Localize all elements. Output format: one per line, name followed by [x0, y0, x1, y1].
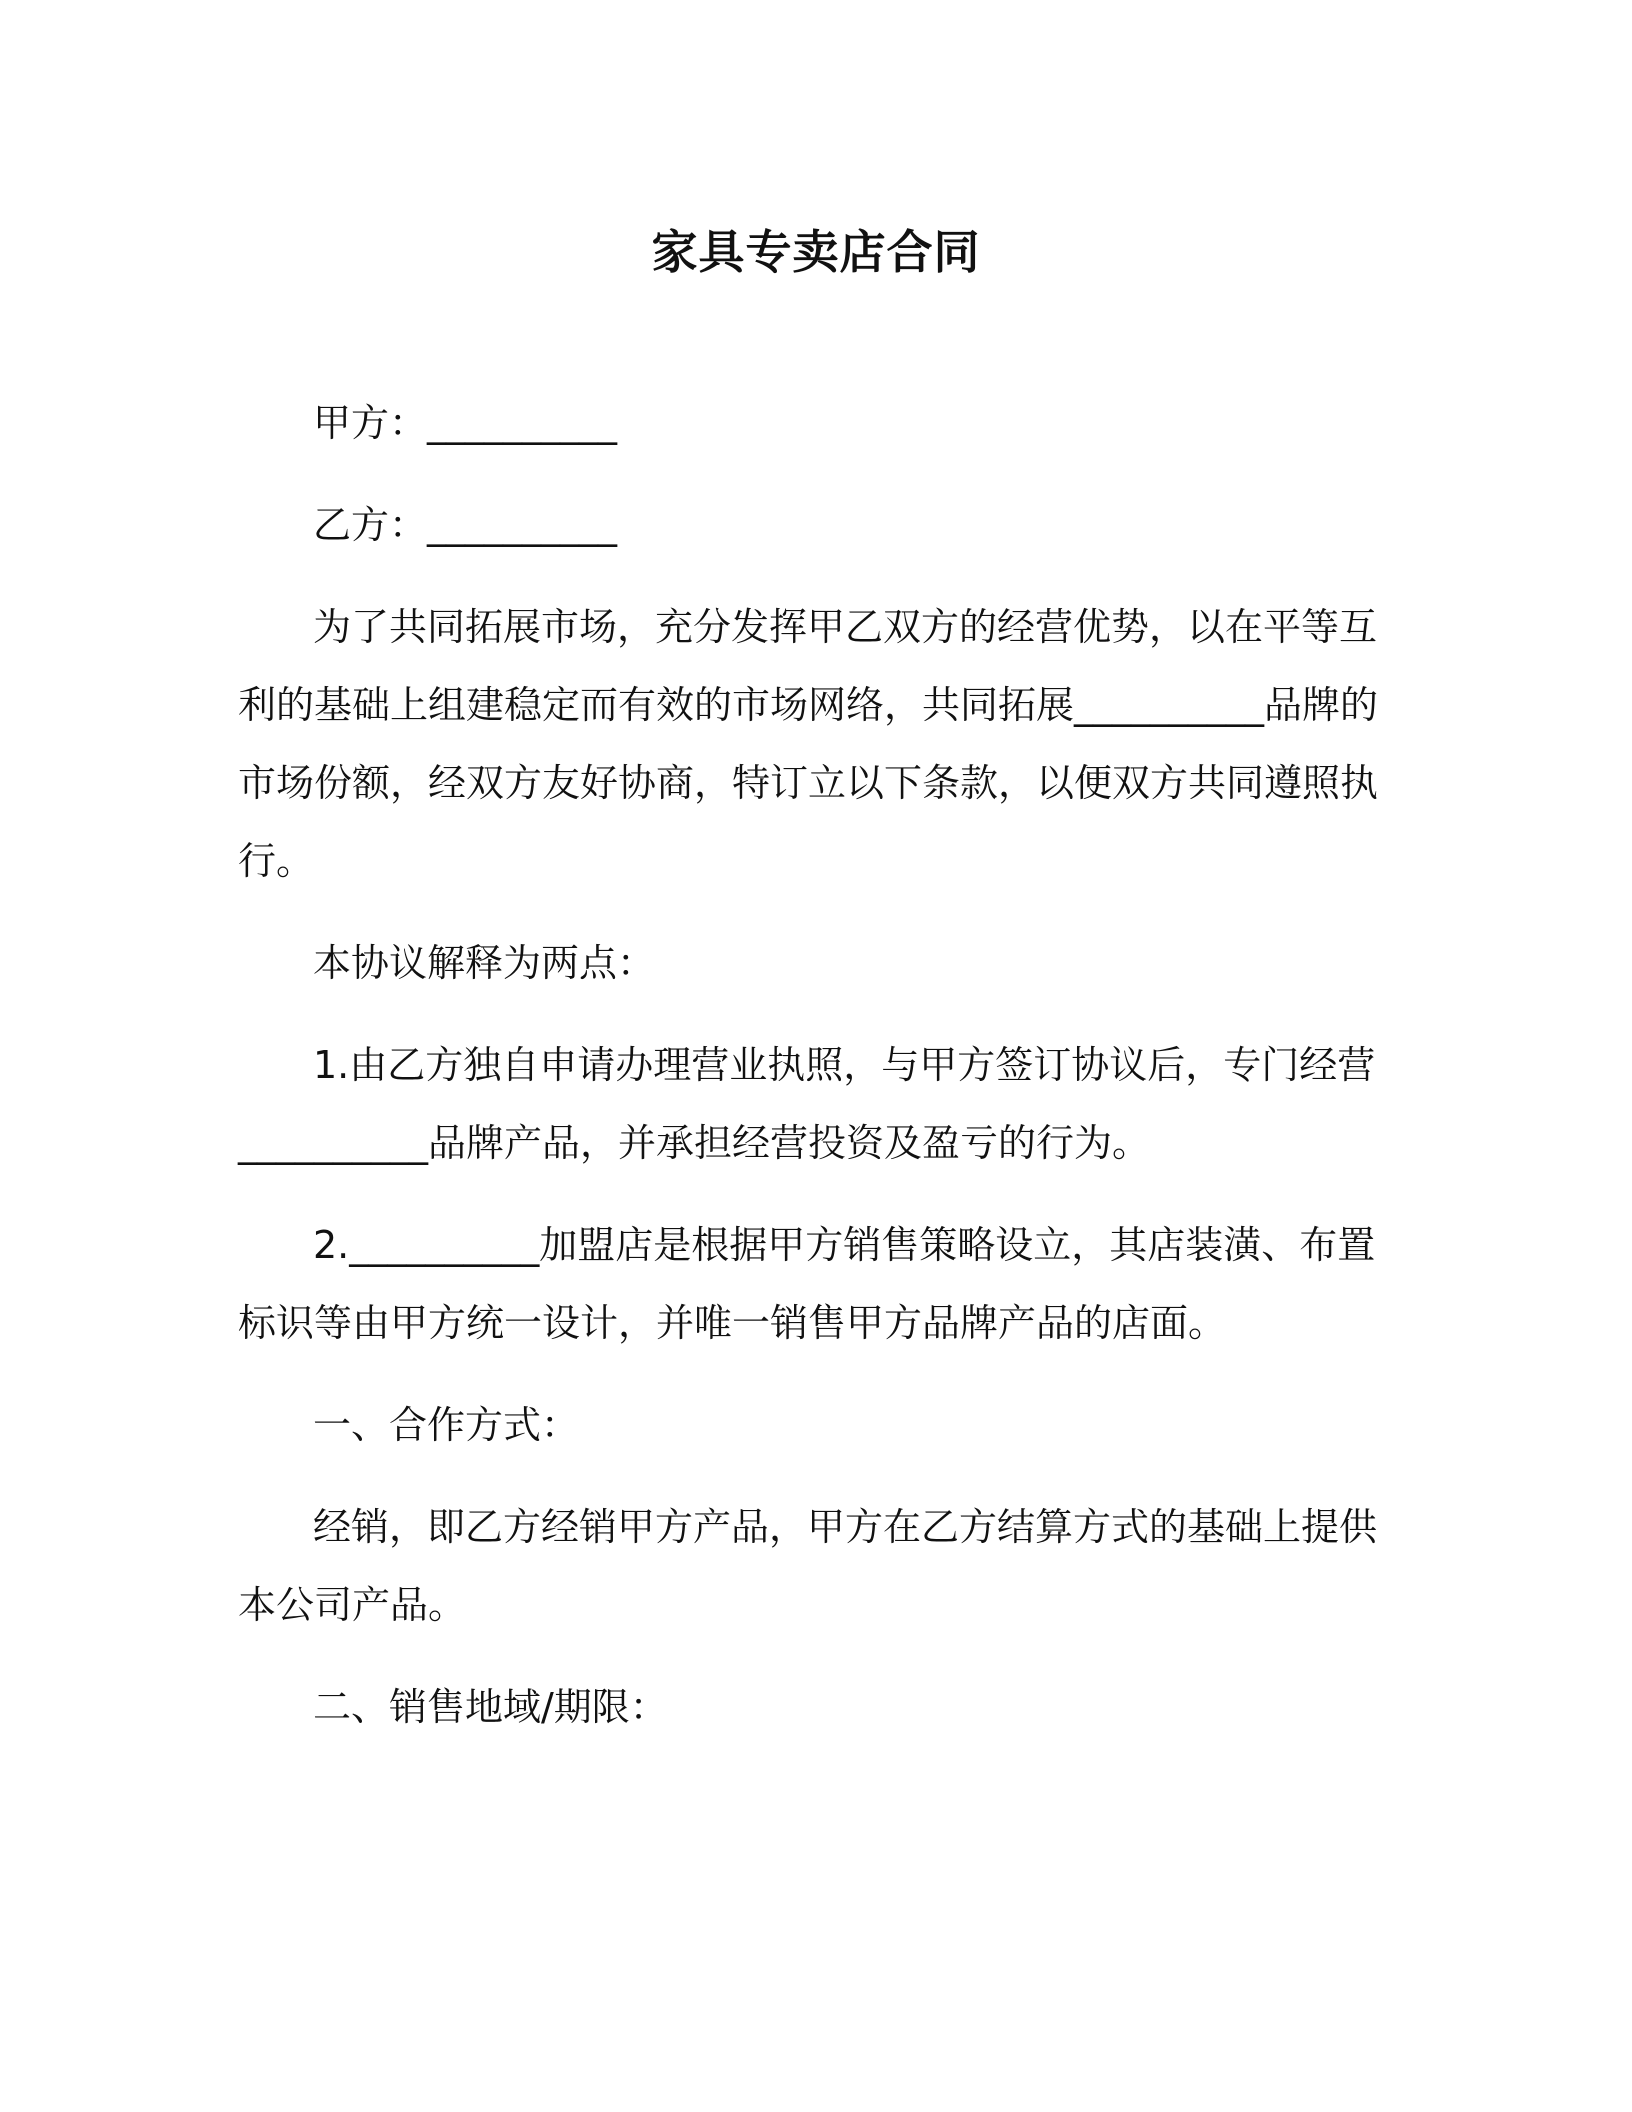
section-1-body-line-2: 本公司产品。 [238, 1583, 467, 1627]
point-1-line-1: 1.由乙方独自申请办理营业执照，与甲方签订协议后，专门经营 [313, 1043, 1376, 1087]
intro-line-1: 为了共同拓展市场，充分发挥甲乙双方的经营优势，以在平等互 [313, 605, 1378, 649]
agreement-intro: 本协议解释为两点： [313, 941, 656, 985]
intro-line-3: 市场份额，经双方友好协商，特订立以下条款，以便双方共同遵照执 [238, 761, 1379, 805]
point-1-line-2: __________品牌产品，并承担经营投资及盈亏的行为。 [238, 1121, 1151, 1165]
party-a-line: 甲方：__________ [313, 401, 618, 445]
section-1-body-line-1: 经销，即乙方经销甲方产品，甲方在乙方结算方式的基础上提供 [313, 1505, 1378, 1549]
document-title: 家具专卖店合同 [651, 225, 981, 279]
point-2-line-1: 2.__________加盟店是根据甲方销售策略设立，其店装潢、布置 [313, 1223, 1376, 1267]
point-2-line-2: 标识等由甲方统一设计，并唯一销售甲方品牌产品的店面。 [238, 1301, 1227, 1345]
section-1-heading: 一、合作方式： [313, 1403, 580, 1447]
intro-line-4: 行。 [238, 839, 315, 883]
section-2-heading: 二、销售地域/期限： [313, 1685, 668, 1729]
party-b-line: 乙方：__________ [313, 503, 618, 547]
intro-line-2: 利的基础上组建稳定而有效的市场网络，共同拓展__________品牌的 [238, 683, 1379, 727]
